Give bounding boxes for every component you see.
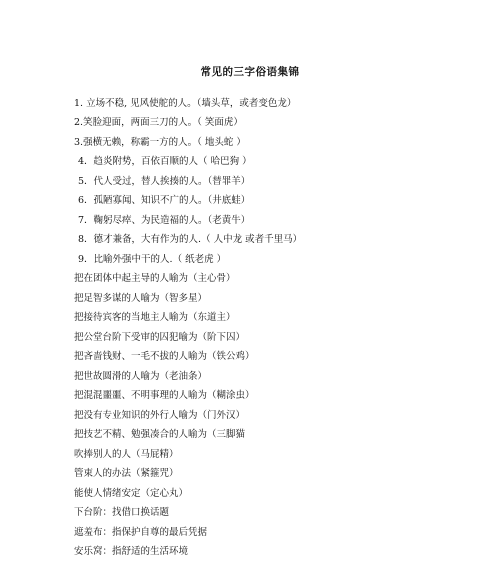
text-line: 3.强横无赖，称霸一方的人。（ 地头蛇 ） [74, 137, 246, 148]
text-line: 把混混噩噩、不明事理的人喻为（糊涂虫） [74, 390, 255, 401]
text-line: 能使人情绪安定（定心丸） [74, 488, 189, 499]
text-line: 把吝啬钱财、一毛不拔的人喻为（铁公鸡） [74, 351, 255, 362]
text-line: 8．德才兼备，大有作为的人.（ 人中龙 或者千里马） [78, 234, 303, 245]
text-line: 2.笑脸迎面，两面三刀的人。（ 笑面虎） [74, 117, 243, 128]
text-line: 把世故圆滑的人喻为（老油条） [74, 371, 208, 382]
text-line: 管束人的办法（紧箍咒） [74, 468, 179, 479]
text-line: 安乐窝：指舒适的生活环境 [74, 546, 189, 557]
text-line: 7．鞠躬尽瘁、为民造福的人。（老黄牛） [78, 215, 251, 226]
text-line: 4．趋炎附势，百依百顺的人（ 哈巴狗 ） [78, 156, 252, 167]
document-title: 常见的三字俗语集锦 [200, 66, 300, 78]
text-line: 1. 立场不稳, 见风使舵的人。（墙头草，或者变色龙） [74, 98, 297, 109]
text-line: 6．孤陋寡闻、知识不广的人。（井底蛙） [78, 195, 251, 206]
text-line: 9．比喻外强中干的人.（ 纸老虎 ） [78, 254, 227, 265]
text-line: 下台阶：找借口换话题 [74, 507, 170, 518]
text-line: 把在团体中起主导的人喻为（主心骨） [74, 273, 236, 284]
text-line: 吹捧别人的人（马屁精） [74, 449, 179, 460]
text-line: 把没有专业知识的外行人喻为（门外汉） [74, 410, 246, 421]
text-line: 把接待宾客的当地主人喻为（东道主） [74, 312, 236, 323]
text-line: 遮羞布：指保护自尊的最后凭据 [74, 527, 208, 538]
text-line: 把技艺不精、勉强凑合的人喻为（三脚猫 [74, 429, 246, 440]
text-line: 把足智多谋的人喻为（智多星） [74, 293, 208, 304]
text-line: 把公堂台阶下受审的囚犯喻为（阶下囚） [74, 332, 246, 343]
text-line: 5．代人受过，替人挨揍的人。（替罪羊） [78, 176, 251, 187]
